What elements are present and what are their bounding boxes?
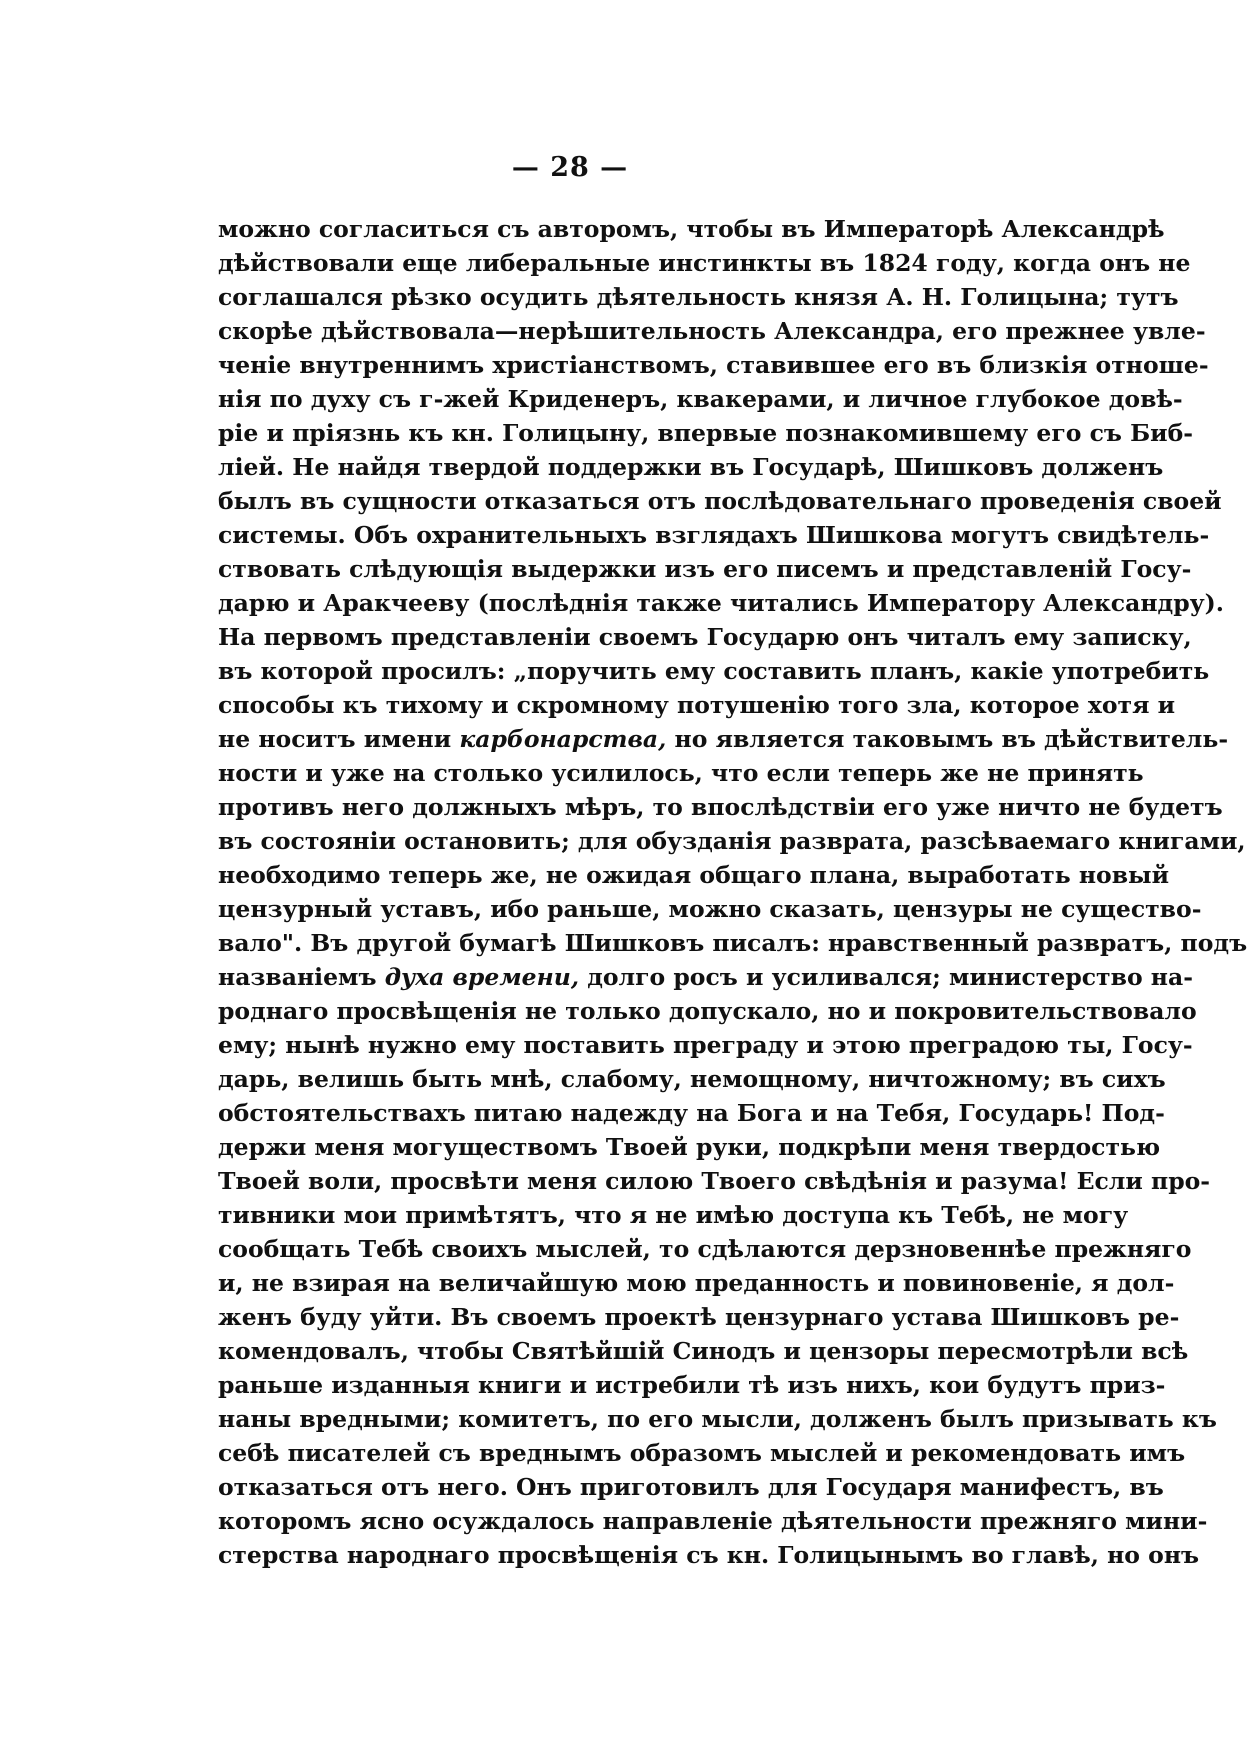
text-line: женъ буду уйти. Въ своемъ проектѣ цензурнаго устава Шишковъ ре- bbox=[218, 1303, 1180, 1331]
text-line: раньше изданныя книги и истребили тѣ изъ нихъ, кои будутъ приз- bbox=[218, 1371, 1166, 1399]
text-line: роднаго просвѣщенія не только допускало, но и покровительствовало bbox=[218, 997, 1197, 1025]
text-line: наны вредными; комитетъ, по его мысли, долженъ былъ призывать къ bbox=[218, 1405, 1217, 1433]
text-line: системы. Объ охранительныхъ взглядахъ Шишкова могутъ свидѣтель- bbox=[218, 521, 1210, 549]
text-line: ему; нынѣ нужно ему поставить преграду и этою преградою ты, Госу- bbox=[218, 1031, 1193, 1059]
text-line: необходимо теперь же, не ожидая общаго плана, выработать новый bbox=[218, 861, 1170, 889]
text-line: себѣ писателей съ вреднымъ образомъ мыслей и рекомендовать имъ bbox=[218, 1439, 1186, 1467]
text-line: сообщать Тебѣ своихъ мыслей, то сдѣлаются дерзновеннѣе прежняго bbox=[218, 1235, 1192, 1263]
text-line: обстоятельствахъ питаю надежду на Бога и на Тебя, Государь! Под- bbox=[218, 1099, 1165, 1127]
text-line: вало". Въ другой бумагѣ Шишковъ писалъ: нравственный развратъ, подъ bbox=[218, 929, 1247, 957]
text-line: способы къ тихому и скромному потушенію того зла, которое хотя и bbox=[218, 691, 1176, 719]
text-line: дарь, велишь быть мнѣ, слабому, немощному, ничтожному; въ сихъ bbox=[218, 1065, 1166, 1093]
text-line: держи меня могуществомъ Твоей руки, подкрѣпи меня твердостью bbox=[218, 1133, 1161, 1161]
text-line: скорѣе дѣйствовала—нерѣшительность Александра, его прежнее увле- bbox=[218, 317, 1206, 345]
text-line: въ состояніи остановить; для обузданія разврата, разсѣваемаго книгами, bbox=[218, 827, 1246, 855]
italic-phrase: духа времени, bbox=[384, 963, 580, 991]
text-line: противъ него должныхъ мѣръ, то впослѣдствіи его уже ничто не будетъ bbox=[218, 793, 1223, 821]
text-line: цензурный уставъ, ибо раньше, можно сказать, цензуры не существо- bbox=[218, 895, 1202, 923]
text-line: ліей. Не найдя твердой поддержки въ Государѣ, Шишковъ долженъ bbox=[218, 453, 1164, 481]
text-line: ріе и пріязнь къ кн. Голицыну, впервые познакомившему его съ Биб- bbox=[218, 419, 1194, 447]
text-line: названіемъ духа времени, долго росъ и усиливался; министерство на- bbox=[218, 963, 1193, 991]
text-line: соглашался рѣзко осудить дѣятельность князя А. Н. Голицына; тутъ bbox=[218, 283, 1179, 311]
page-number: — 28 — bbox=[511, 152, 629, 183]
text-line: которомъ ясно осуждалось направленіе дѣятельности прежняго мини- bbox=[218, 1507, 1208, 1535]
text-line: ности и уже на столько усилилось, что если теперь же не принять bbox=[218, 759, 1144, 787]
text-line: стерства народнаго просвѣщенія съ кн. Голицынымъ во главѣ, но онъ bbox=[218, 1541, 1200, 1569]
text-line: можно согласиться съ авторомъ, чтобы въ Императорѣ Александрѣ bbox=[218, 215, 1165, 243]
text-line: дѣйствовали еще либеральные инстинкты въ 1824 году, когда онъ не bbox=[218, 249, 1191, 277]
text-line: ствовать слѣдующія выдержки изъ его писемъ и представленій Госу- bbox=[218, 555, 1192, 583]
text-line: не носитъ имени карбонарства, но является таковымъ въ дѣйствитель- bbox=[218, 725, 1229, 753]
text-line: дарю и Аракчееву (послѣднія также читались Императору Александру). bbox=[218, 589, 1224, 617]
text-line: нія по духу съ г-жей Криденеръ, квакерами, и личное глубокое довѣ- bbox=[218, 385, 1183, 413]
text-line: въ которой просилъ: „поручить ему составить планъ, какіе употребить bbox=[218, 657, 1210, 685]
text-line: тивники мои примѣтятъ, что я не имѣю доступа къ Тебѣ, не могу bbox=[218, 1201, 1129, 1229]
italic-phrase: карбонарства, bbox=[459, 725, 667, 753]
text-line: и, не взирая на величайшую мою преданность и повиновеніе, я дол- bbox=[218, 1269, 1175, 1297]
text-line: комендовалъ, чтобы Святѣйшій Синодъ и цензоры пересмотрѣли всѣ bbox=[218, 1337, 1189, 1365]
text-line: отказаться отъ него. Онъ приготовилъ для Государя манифестъ, въ bbox=[218, 1473, 1164, 1501]
body-text bbox=[218, 212, 1247, 1572]
text-line: На первомъ представленіи своемъ Государю онъ читалъ ему записку, bbox=[218, 623, 1192, 651]
text-line: былъ въ сущности отказаться отъ послѣдовательнаго проведенія своей bbox=[218, 487, 1222, 515]
text-line: Твоей воли, просвѣти меня силою Твоего свѣдѣнія и разума! Если про- bbox=[218, 1167, 1211, 1195]
text-line: ченіе внутреннимъ христіанствомъ, ставившее его въ близкія отноше- bbox=[218, 351, 1209, 379]
